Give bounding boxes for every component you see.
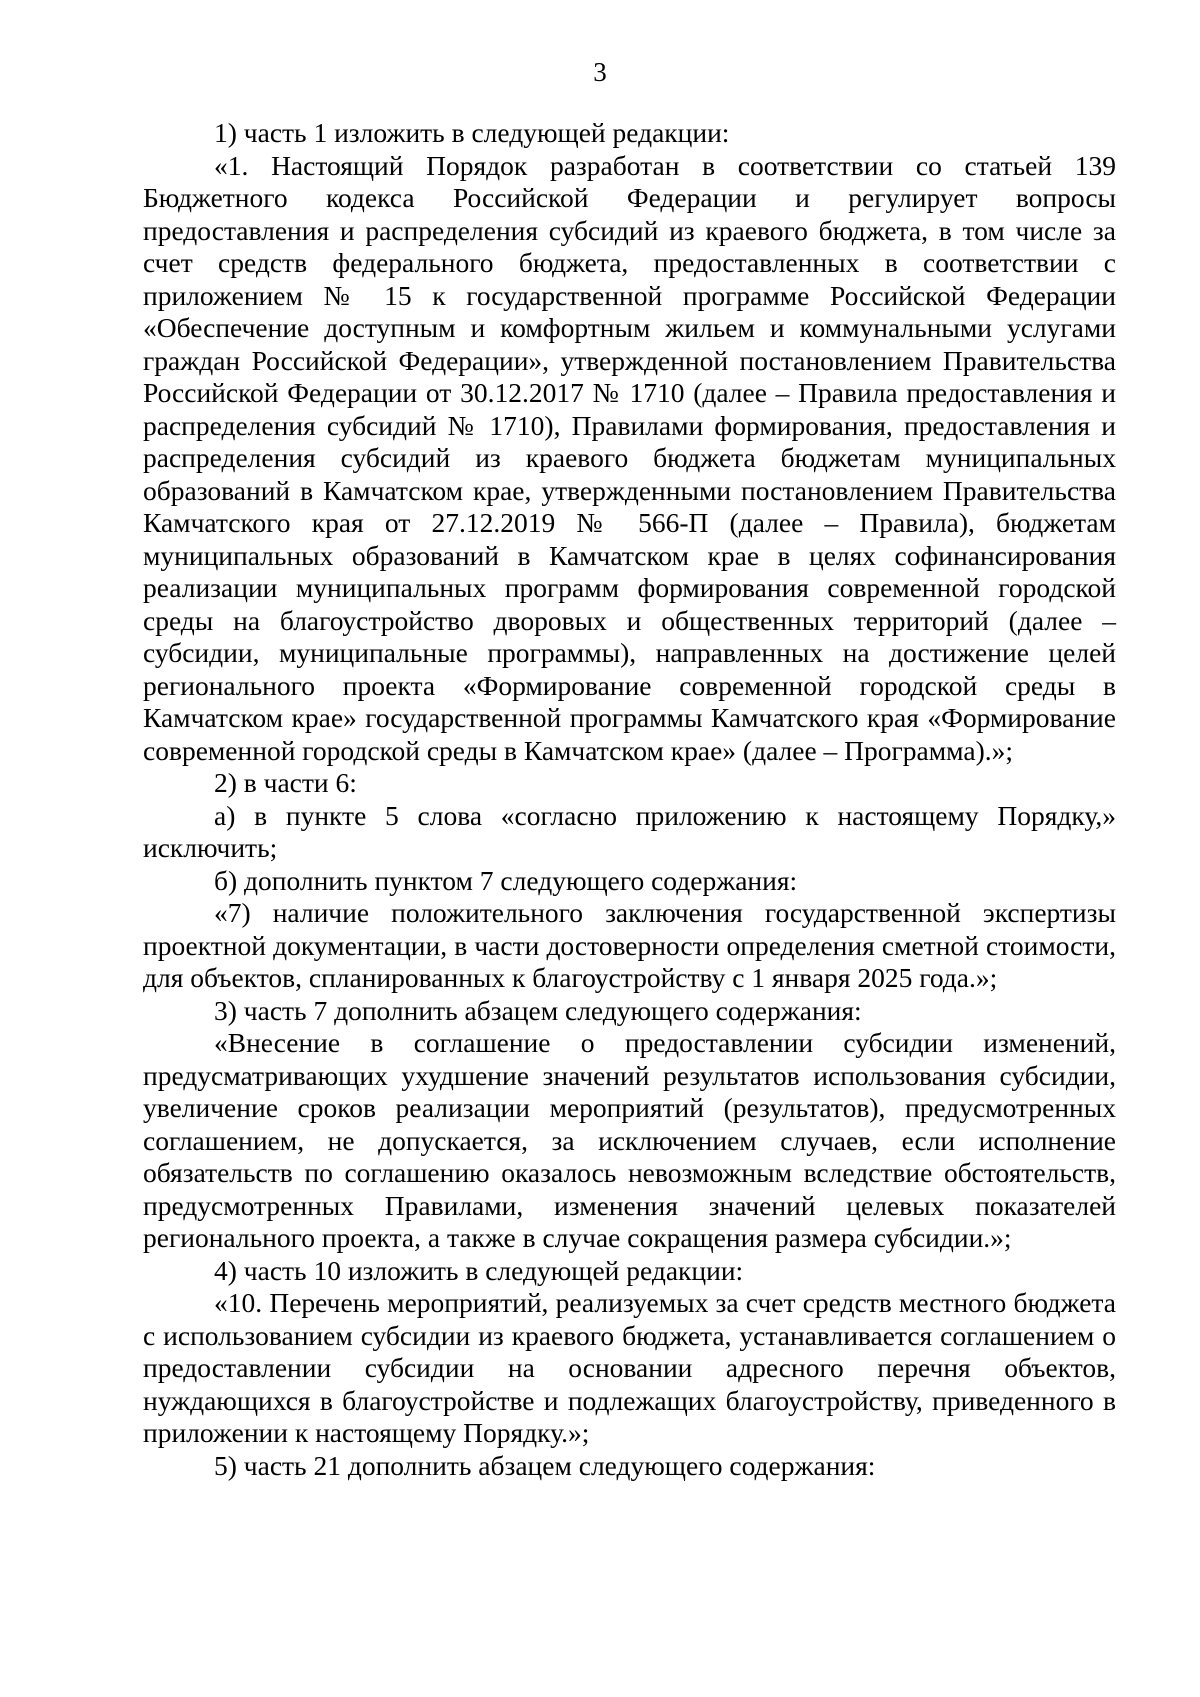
page-number: 3 bbox=[593, 57, 607, 87]
paragraph-item-2a: а) в пункте 5 слова «согласно приложению к настоящему Порядку,» исключить; bbox=[143, 799, 1116, 863]
paragraph-item-2-intro: 2) в части 6: bbox=[214, 767, 357, 798]
paragraph-part-1-text: «1. Настоящий Порядок разработан в соответствии со статьей 139 Бюджетного кодекса Российской Федерации и регулирует вопросы предоставления и распределения субсидий из краевого бюджета, в том числе за счет средств федерального бюджета, предоставленных в соответствии с приложением № 15 к государственной программе Российской Федерации «Обеспечение доступным и комфортным жильем и коммунальными услугами граждан Российской Федерации», утвержденной постановлением Правительства Российской Федерации от 30.12.2017 № 1710 (далее – Правила предоставления и распределения субсидий № 1710), Правилами формирования, предоставления и распределения субсидий из краевого бюджета бюджетам муниципальных образований в Камчатском крае, утвержденными постановлением Правительства Камчатского края от 27.12.2019 № 566-П (далее – Правила), бюджетам муниципальных образований в Камчатском крае в целях софинансирования реализации муниципальных программ формирования современной городской среды на благоустройство дворовых и общественных территорий (далее – субсидии, муниципальные программы), направленных на достижение целей регионального проекта «Формирование современной городской среды в Камчатском крае» государственной программы Камчатского края «Формирование современной городской среды в Камчатском крае» (далее – Программа).»; bbox=[143, 149, 1116, 766]
paragraph-part-10-text: «10. Перечень мероприятий, реализуемых за счет средств местного бюджета с использованием субсидии из краевого бюджета, устанавливается соглашением о предоставлении субсидии на основании адресного перечня объектов, нуждающихся в благоустройстве и подлежащих благоустройству, приведенного в приложении к настоящему Порядку.»; bbox=[143, 1287, 1116, 1448]
paragraph-part-7-addition: «Внесение в соглашение о предоставлении субсидии изменений, предусматривающих ухудшение значений результатов использования субсидии, увеличение сроков реализации мероприятий (результатов), предусмотренных соглашением, не допускается, за исключением случаев, если исполнение обязательств по соглашению оказалось невозможным вследствие обстоятельств, предусмотренных Правилами, изменения значений целевых показателей регионального проекта, а также в случае сокращения размера субсидии.»; bbox=[143, 1027, 1116, 1253]
paragraph-item-2b: б) дополнить пунктом 7 следующего содержания: bbox=[214, 864, 798, 896]
paragraph-point-7-text: «7) наличие положительного заключения государственной экспертизы проектной документации, в части достоверности определения сметной стоимости, для объектов, спланированных к благоустройству с 1 января 2025 года.»; bbox=[143, 897, 1116, 993]
document-body bbox=[143, 117, 1116, 1482]
paragraph-item-1-intro: 1) часть 1 изложить в следующей редакции: bbox=[214, 117, 730, 148]
paragraph-item-4-intro: 4) часть 10 изложить в следующей редакции: bbox=[214, 1254, 744, 1286]
paragraph-item-5-intro: 5) часть 21 дополнить абзацем следующего содержания: bbox=[214, 1449, 876, 1481]
paragraph-item-3-intro: 3) часть 7 дополнить абзацем следующего содержания: bbox=[214, 994, 862, 1026]
